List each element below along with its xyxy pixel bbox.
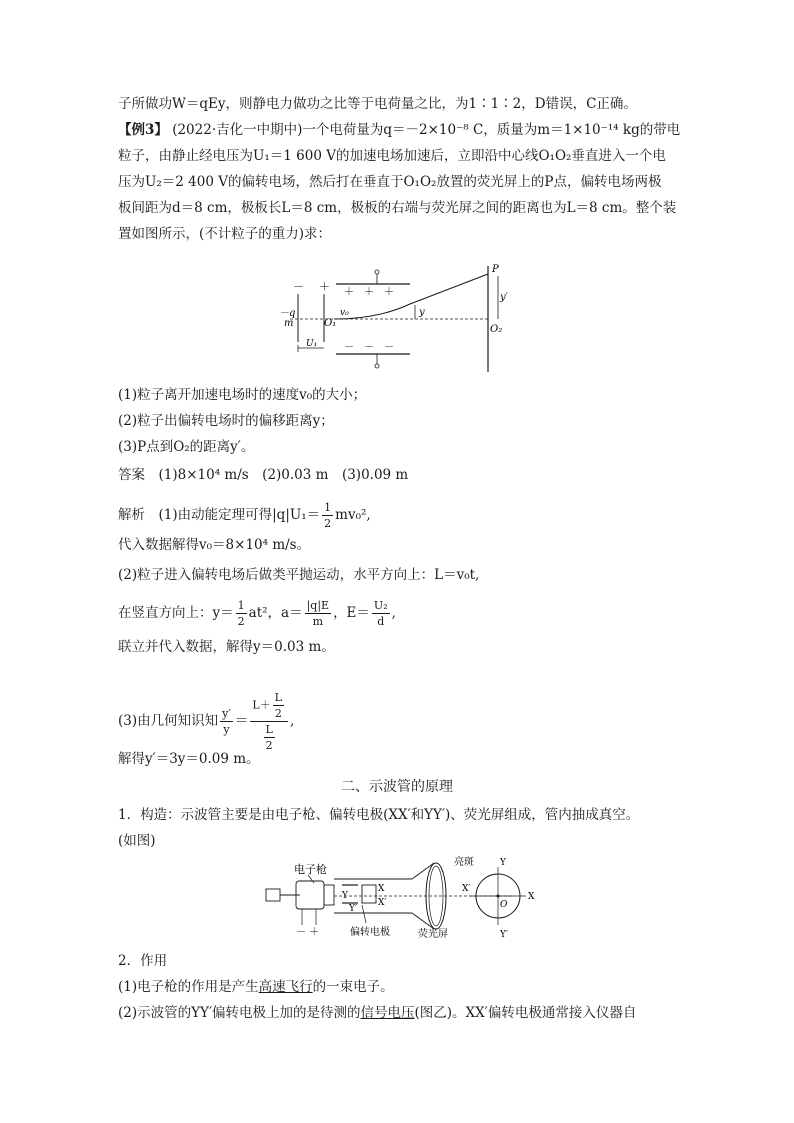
example-stem-3: 压为U₂＝2 400 V的偏转电场，然后打在垂直于O₁O₂放置的荧光屏上的P点，偏转电场两极 <box>118 174 662 190</box>
filament-box <box>266 889 280 901</box>
anode <box>324 885 334 905</box>
structure-line-1: 1．构造：示波管主要是由电子枪、偏转电极(XX′和YY′)、荧光屏组成，管内抽成真空。 <box>118 807 640 823</box>
answer-text: (1)8×10⁴ m/s (2)0.03 m (3)0.09 m <box>158 467 409 483</box>
function-1-b: 的一束电子。 <box>312 979 394 995</box>
function-2-a: (2)示波管的YY′偏转电极上加的是待测的 <box>118 1005 361 1021</box>
example-tag: 【例3】 <box>118 122 168 138</box>
ratio-num: y′ <box>222 707 231 720</box>
function-2-underline: 信号电压 <box>360 1005 415 1021</box>
geometry-den-half <box>264 722 275 753</box>
example-stem-4: 板间距为d＝8 cm，极板长L＝8 cm，极板的右端与荧光屏之间的距离也为L＝8 cm。整个装 <box>118 200 677 216</box>
y-label: y <box>419 307 425 318</box>
function-line-1 <box>118 978 394 996</box>
geometry-num <box>250 690 288 722</box>
solution-4-c: ，E＝ <box>333 605 370 621</box>
accel-minus-label: － <box>293 280 304 293</box>
solution-6-eq: ＝ <box>234 713 249 729</box>
upper-terminal <box>375 270 379 274</box>
solution-4-a: 在竖直方向上：y＝ <box>118 605 234 621</box>
a-fraction <box>305 598 331 629</box>
bright-spot-label: 亮斑 <box>454 857 474 868</box>
question-2: (2)粒子出偏转电场时的偏移距离y； <box>118 413 334 429</box>
u1-label: U₁ <box>306 339 318 349</box>
electron-gun <box>296 881 324 909</box>
v0-label: v₀ <box>340 308 349 318</box>
question-3: (3)P点到O₂的距离y′。 <box>118 439 255 455</box>
answer-label: 答案 <box>118 467 145 483</box>
geometry-num-half <box>273 690 284 721</box>
solution-line-4 <box>118 598 396 629</box>
geometry-num-l: L＋ <box>252 698 271 712</box>
front-o-label: O <box>500 900 508 910</box>
example-stem-1: 一个电荷量为q＝－2×10⁻⁸ C，质量为m＝1×10⁻¹⁴ kg的带电 <box>302 122 681 138</box>
solution-line-1 <box>118 500 371 531</box>
section-title: 二、示波管的原理 <box>341 779 453 795</box>
deflection-diagram <box>278 262 518 374</box>
geometry-num-half-2: 2 <box>274 707 282 720</box>
upper-plate-signs: ＋ ＋ ＋ <box>344 287 394 298</box>
function-line-2 <box>118 1004 636 1022</box>
top-line: 子所做功W＝qEy，则静电力做功之比等于电荷量之比，为1∶1∶2，D错误，C正确。 <box>118 96 637 112</box>
half-den-2: 2 <box>237 615 245 628</box>
p-label: P <box>492 264 499 275</box>
half-num: 1 <box>324 501 332 514</box>
gun-polarity: － ＋ <box>296 927 320 938</box>
solution-label: 解析 <box>118 507 145 523</box>
lower-plate-signs: － － － <box>344 342 394 353</box>
front-y-label: Y <box>500 858 506 868</box>
example-stem-line-1 <box>118 121 680 139</box>
solution-line-7: 解得y′＝3y＝0.09 m。 <box>118 751 260 767</box>
solution-1-text: (1)由动能定理可得|q|U₁＝ <box>158 507 321 523</box>
geometry-den <box>250 722 288 753</box>
ratio-den: y <box>223 723 230 736</box>
example-source: (2022·吉化一中期中) <box>172 122 303 138</box>
function-1-a: (1)电子枪的作用是产生 <box>118 979 259 995</box>
half-fraction-2 <box>236 598 247 629</box>
solution-line-2: 代入数据解得v₀＝8×10⁴ m/s。 <box>118 537 311 553</box>
half-den: 2 <box>324 517 332 530</box>
solution-1-tail: mv₀², <box>335 507 371 523</box>
x-prime-plate-label: X′ <box>378 898 387 908</box>
geometry-den-l: L <box>265 723 273 736</box>
example-stem-5: 置如图所示，(不计粒子的重力)求： <box>118 226 332 242</box>
mass-label: m <box>284 318 294 329</box>
solution-line-5: 联立并代入数据，解得y＝0.03 m。 <box>118 639 335 655</box>
e-fraction <box>372 598 390 629</box>
screen-label: 荧光屏 <box>418 929 448 940</box>
e-num: U₂ <box>373 599 388 612</box>
half-num-2: 1 <box>237 599 245 612</box>
solution-line-3: (2)粒子进入偏转电场后做类平抛运动，水平方向上：L＝v₀t, <box>118 567 480 583</box>
front-x-prime-label: X′ <box>462 884 471 894</box>
solution-6-tail: , <box>289 713 295 729</box>
solution-6-a: (3)由几何知识知 <box>118 713 219 729</box>
question-1: (1)粒子离开加速电场时的速度v₀的大小； <box>118 387 367 403</box>
e-den: d <box>377 615 385 628</box>
y-prime-label: y′ <box>500 292 508 303</box>
half-fraction <box>322 500 333 531</box>
oscilloscope-diagram <box>262 855 542 945</box>
a-num: |q|E <box>306 599 330 612</box>
structure-line-2: (如图) <box>118 833 156 849</box>
solution-line-6 <box>118 690 294 753</box>
function-1-underline: 高速飞行 <box>258 979 313 995</box>
deflect-label: 偏转电极 <box>350 927 390 938</box>
x-plates <box>362 885 376 903</box>
answer-line <box>118 466 408 484</box>
function-2-b: (图乙)。XX′偏转电极通常接入仪器自 <box>414 1005 637 1021</box>
example-stem-2: 粒子，由静止经电压为U₁＝1 600 V的加速电场加速后，立即沿中心线O₁O₂垂直进入一个电 <box>118 148 666 164</box>
geometry-num-half-l: L <box>274 691 282 704</box>
y-prime-plate-label: Y′ <box>349 904 357 914</box>
o1-label: O₁ <box>324 318 337 329</box>
front-x-label: X <box>528 892 535 902</box>
front-y-prime-label: Y′ <box>500 930 508 940</box>
ratio-fraction <box>220 706 233 737</box>
x-plate-label: X <box>378 884 385 894</box>
accel-plus-label: ＋ <box>319 280 330 293</box>
center-dot <box>497 895 500 898</box>
charge-label: －q <box>279 308 296 319</box>
geometry-den-2: 2 <box>265 739 273 752</box>
y-plate-label: Y <box>342 891 348 901</box>
solution-4-b: at²，a＝ <box>248 605 303 621</box>
lower-terminal <box>375 364 379 368</box>
geometry-fraction <box>250 690 288 753</box>
o2-label: O₂ <box>490 324 503 335</box>
solution-4-d: , <box>391 605 396 621</box>
a-den: m <box>312 615 324 628</box>
function-title: 2．作用 <box>118 953 168 969</box>
gun-label: 电子枪 <box>294 863 327 876</box>
